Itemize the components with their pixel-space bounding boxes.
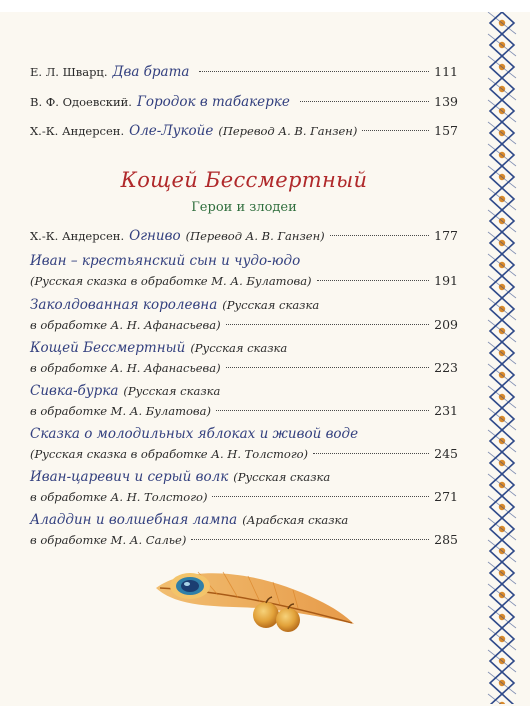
toc-entry[interactable]	[30, 295, 458, 335]
entry-page-number: 177	[434, 228, 458, 243]
dot-leader	[226, 367, 430, 368]
entry-note: (Русская сказка в обработке М. А. Булатова)	[30, 274, 312, 288]
entry-title: Сказка о молодильных яблоках и живой воде	[30, 426, 359, 442]
entry-author: Х.-К. Андерсен.	[30, 124, 125, 138]
entry-note: (Русская сказка	[222, 298, 320, 312]
toc-entry[interactable]	[30, 510, 458, 550]
entry-title: Сивка-бурка	[30, 383, 119, 399]
entry-page-number: 245	[434, 446, 458, 461]
entry-note: (Русская сказка	[190, 341, 288, 355]
page-top-edge	[0, 0, 530, 12]
toc-entry[interactable]	[30, 92, 458, 112]
dot-leader	[226, 324, 430, 325]
toc-entry[interactable]	[30, 381, 458, 421]
entry-page-number: 157	[434, 123, 458, 138]
entry-note: (Русская сказка в обработке А. Н. Толстого)	[30, 447, 309, 461]
toc-entry[interactable]	[30, 121, 458, 141]
entry-note: (Русская сказка	[233, 470, 331, 484]
entry-author: В. Ф. Одоевский.	[30, 95, 132, 109]
dot-leader	[199, 71, 429, 72]
dot-leader	[191, 539, 429, 540]
entry-page-number: 285	[434, 532, 458, 547]
entry-note: в обработке А. Н. Афанасьева)	[30, 361, 221, 375]
toc-entry[interactable]	[30, 338, 458, 378]
entry-title: Огниво	[129, 228, 181, 244]
entry-note: (Арабская сказка	[242, 513, 349, 527]
entry-note: в обработке А. Н. Толстого)	[30, 490, 208, 504]
toc-entry[interactable]	[30, 226, 458, 246]
entry-page-number: 231	[434, 403, 458, 418]
entry-title: Иван-царевич и серый волк	[30, 469, 229, 485]
entry-title: Заколдованная королевна	[30, 297, 218, 313]
entry-page-number: 271	[434, 489, 458, 504]
entry-page-number: 139	[434, 94, 458, 109]
dot-leader	[313, 453, 429, 454]
entry-note: (Перевод А. В. Ганзен)	[218, 124, 358, 138]
dot-leader	[212, 496, 429, 497]
toc-entry[interactable]	[30, 62, 458, 82]
toc-entry[interactable]	[30, 424, 458, 464]
dot-leader	[362, 130, 429, 131]
dot-leader	[330, 235, 430, 236]
entry-author: Х.-К. Андерсен.	[30, 229, 125, 243]
entry-note: в обработке М. А. Салье)	[30, 533, 187, 547]
entry-note: в обработке А. Н. Афанасьева)	[30, 318, 221, 332]
entry-page-number: 191	[434, 273, 458, 288]
dot-leader	[300, 101, 429, 102]
entry-title: Два брата	[112, 64, 190, 80]
entry-page-number: 111	[434, 64, 458, 79]
page-bottom-edge	[0, 706, 530, 720]
entry-author: Е. Л. Шварц.	[30, 65, 108, 79]
feather-with-apples-icon	[148, 560, 358, 640]
toc-entry[interactable]	[30, 467, 458, 507]
entry-title: Аладдин и волшебная лампа	[30, 512, 238, 528]
section-title: Кощей Бессмертный	[120, 168, 368, 192]
entry-title: Кощей Бессмертный	[30, 340, 186, 356]
entry-title: Оле-Лукойе	[129, 123, 214, 139]
entry-title: Иван – крестьянский сын и чудо-юдо	[30, 253, 301, 269]
entry-note: (Перевод А. В. Ганзен)	[185, 229, 325, 243]
section-subtitle: Герои и злодеи	[191, 200, 297, 215]
dot-leader	[216, 410, 429, 411]
entry-page-number: 209	[434, 317, 458, 332]
entry-note: (Русская сказка	[123, 384, 221, 398]
dot-leader	[317, 280, 430, 281]
entry-note: в обработке М. А. Булатова)	[30, 404, 211, 418]
entry-title: Городок в табакерке	[136, 94, 290, 110]
toc-entry[interactable]	[30, 251, 458, 291]
entry-page-number: 223	[434, 360, 458, 375]
ornamental-border-icon	[486, 12, 518, 704]
